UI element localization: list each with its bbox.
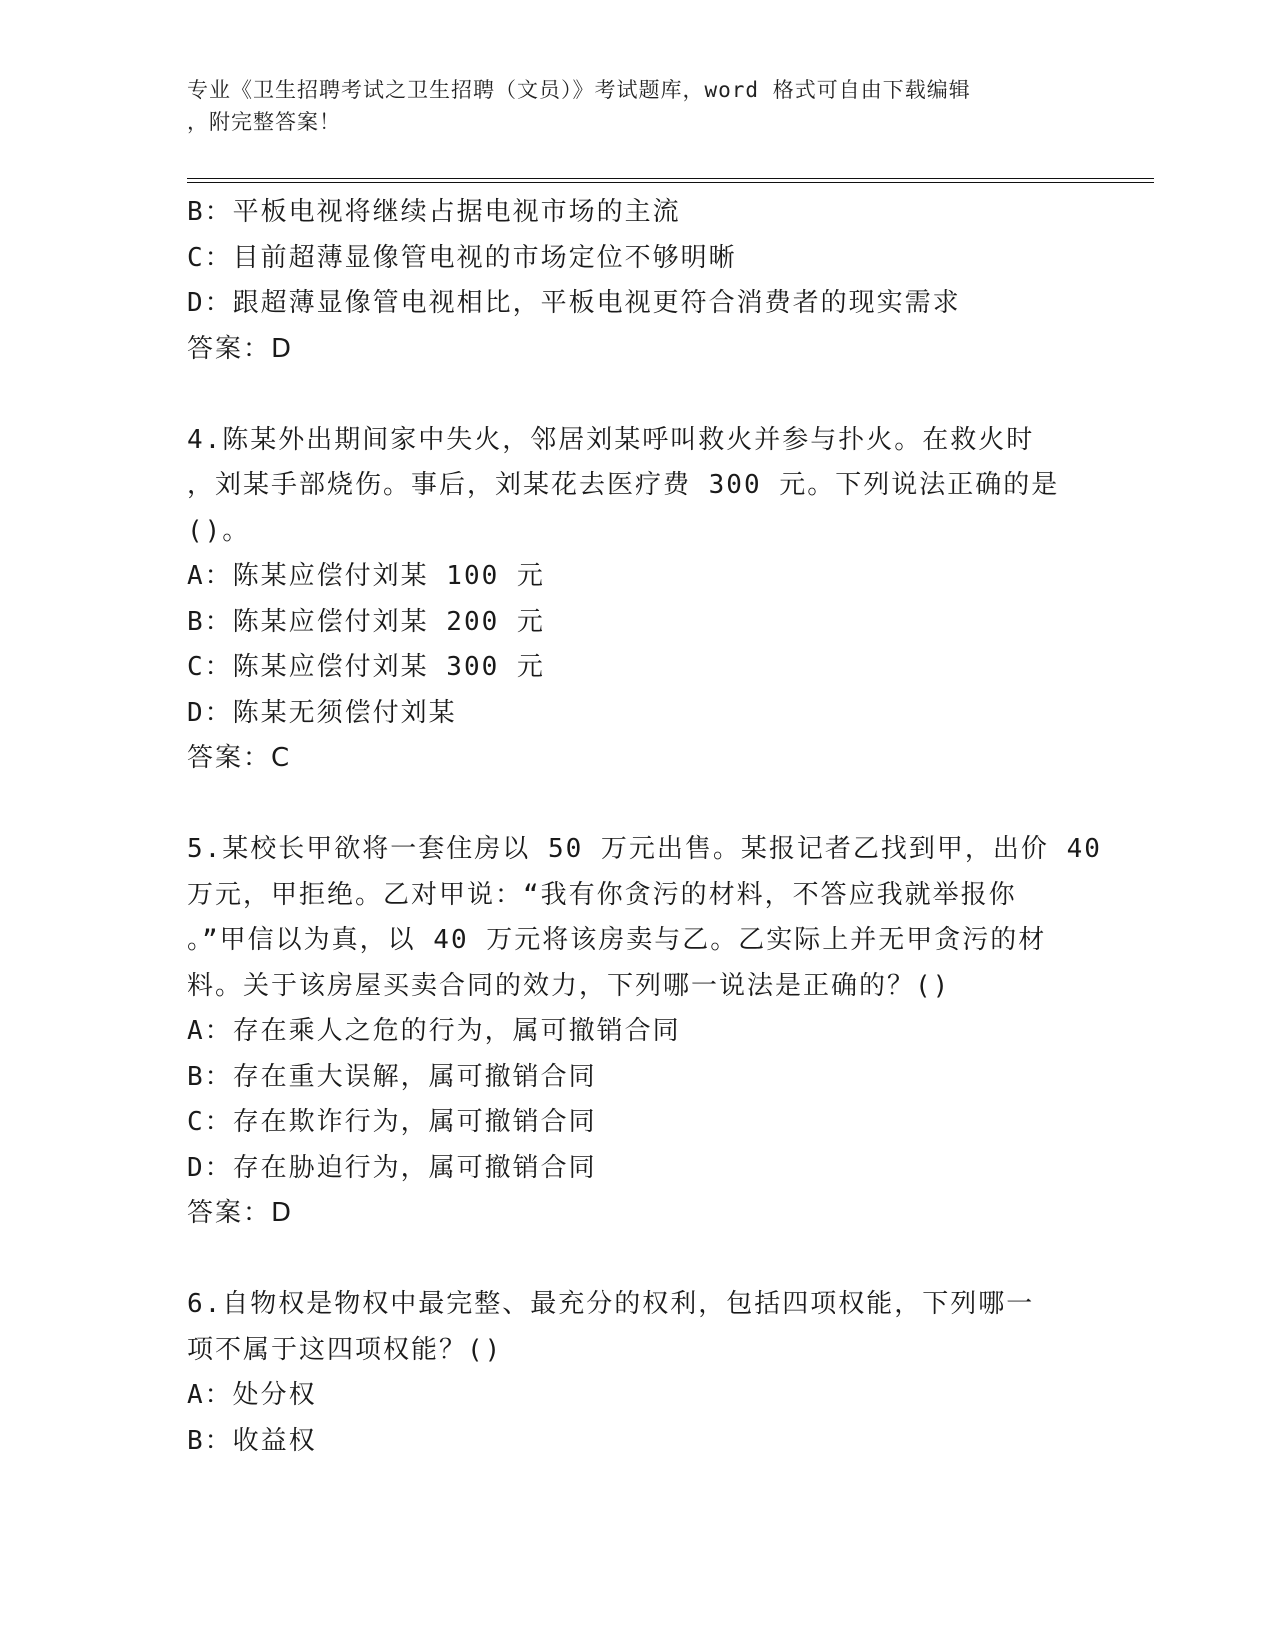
q4-option-d: D：陈某无须偿付刘某 bbox=[187, 697, 457, 728]
q5-text-line-3: 。”甲信以为真，以 40 万元将该房卖与乙。乙实际上并无甲贪污的材 bbox=[187, 925, 1047, 955]
question-5 bbox=[187, 827, 1102, 1237]
question-content bbox=[187, 190, 1102, 1464]
header-divider bbox=[187, 178, 1154, 183]
q6-option-b: B：收益权 bbox=[187, 1425, 317, 1456]
q5-answer: 答案：D bbox=[187, 1198, 294, 1228]
q3-option-c: C：目前超薄显像管电视的市场定位不够明晰 bbox=[187, 242, 737, 273]
q5-text-line-2: 万元，甲拒绝。乙对甲说：“我有你贪污的材料，不答应我就举报你 bbox=[187, 879, 1017, 910]
q5-text-line-1: 5.某校长甲欲将一套住房以 50 万元出售。某报记者乙找到甲，出价 40 bbox=[187, 834, 1102, 864]
spacer bbox=[187, 782, 1087, 828]
q3-answer: 答案：D bbox=[187, 333, 294, 364]
q4-text-line-1: 4.陈某外出期间家中失火，邻居刘某呼叫救火并参与扑火。在救火时 bbox=[187, 424, 1035, 455]
q4-text-line-3: ()。 bbox=[187, 515, 251, 546]
question-4 bbox=[187, 418, 1087, 782]
q4-text-line-2: ，刘某手部烧伤。事后，刘某花去医疗费 300 元。下列说法正确的是 bbox=[187, 470, 1060, 500]
q6-text-line-2: 项不属于这四项权能？() bbox=[187, 1334, 503, 1365]
header-line-2: ，附完整答案！ bbox=[187, 110, 341, 134]
q6-text-line-1: 6.自物权是物权中最完整、最充分的权利，包括四项权能，下列哪一 bbox=[187, 1289, 1035, 1319]
q4-option-b: B：陈某应偿付刘某 200 元 bbox=[187, 606, 545, 637]
q5-option-d: D：存在胁迫行为，属可撤销合同 bbox=[187, 1152, 597, 1183]
q5-text-line-4: 料。关于该房屋买卖合同的效力，下列哪一说法是正确的？() bbox=[187, 970, 951, 1001]
q4-answer: 答案：C bbox=[187, 743, 292, 773]
header-line-1: 专业《卫生招聘考试之卫生招聘（文员）》考试题库，word 格式可自由下载编辑 bbox=[187, 78, 971, 102]
q5-option-a: A：存在乘人之危的行为，属可撤销合同 bbox=[187, 1016, 681, 1046]
q3-option-d: D：跟超薄显像管电视相比，平板电视更符合消费者的现实需求 bbox=[187, 288, 961, 318]
q3-option-b: B：平板电视将继续占据电视市场的主流 bbox=[187, 197, 681, 227]
question-6 bbox=[187, 1282, 1087, 1464]
q4-option-a: A：陈某应偿付刘某 100 元 bbox=[187, 561, 545, 591]
q6-option-a: A：处分权 bbox=[187, 1380, 317, 1410]
spacer bbox=[187, 1237, 1087, 1283]
q5-option-c: C：存在欺诈行为，属可撤销合同 bbox=[187, 1107, 597, 1137]
q5-option-b: B：存在重大误解，属可撤销合同 bbox=[187, 1061, 597, 1092]
q4-option-c: C：陈某应偿付刘某 300 元 bbox=[187, 652, 545, 682]
spacer bbox=[187, 372, 1087, 418]
question-3 bbox=[187, 190, 1087, 372]
document-header bbox=[187, 74, 1077, 138]
